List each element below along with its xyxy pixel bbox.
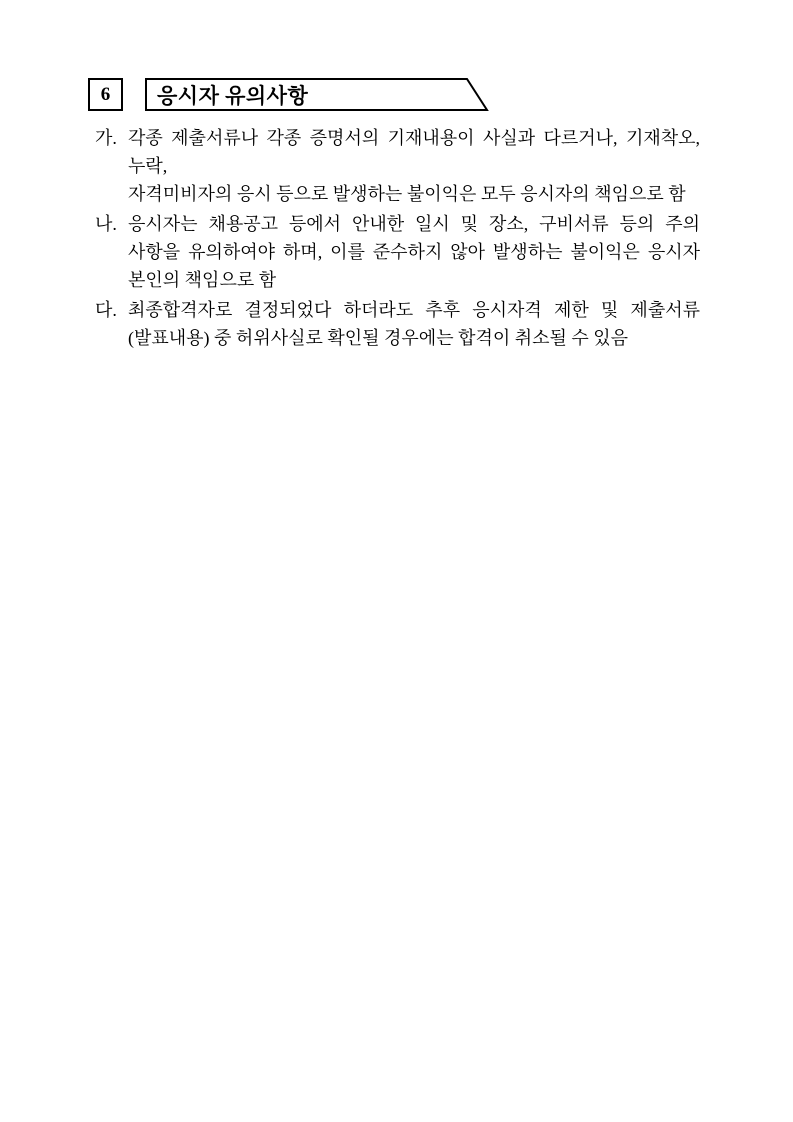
section-title: 응시자 유의사항 [157, 83, 309, 108]
text-line: 최종합격자로 결정되었다 하더라도 추후 응시자격 제한 및 제출서류 [128, 300, 700, 320]
item-label: 다. [95, 300, 117, 320]
item-label: 나. [95, 214, 117, 234]
section-title-banner [145, 78, 489, 111]
list-item-na [95, 210, 700, 294]
text-line: 사항을 유의하여야 하며, 이를 준수하지 않아 발생하는 불이익은 응시자 [128, 242, 700, 262]
list-item-da [95, 296, 700, 352]
section-header [88, 78, 489, 111]
text-line: 자격미비자의 응시 등으로 발생하는 불이익은 모두 응시자의 책임으로 함 [128, 184, 686, 204]
text-line: 응시자는 채용공고 등에서 안내한 일시 및 장소, 구비서류 등의 주의 [128, 214, 700, 234]
section-number: 6 [100, 83, 111, 105]
list-item-ga [95, 124, 700, 208]
item-label: 가. [95, 128, 117, 148]
item-text [128, 210, 700, 294]
text-line: (발표내용) 중 허위사실로 확인될 경우에는 합격이 취소될 수 있음 [128, 328, 629, 348]
section-number-box [88, 78, 123, 111]
text-line: 본인의 책임으로 함 [128, 270, 277, 290]
item-text [128, 296, 700, 352]
text-line: 각종 제출서류나 각종 증명서의 기재내용이 사실과 다르거나, 기재착오, 누락, [128, 128, 700, 176]
notes-list [95, 124, 700, 354]
item-text [128, 124, 700, 208]
